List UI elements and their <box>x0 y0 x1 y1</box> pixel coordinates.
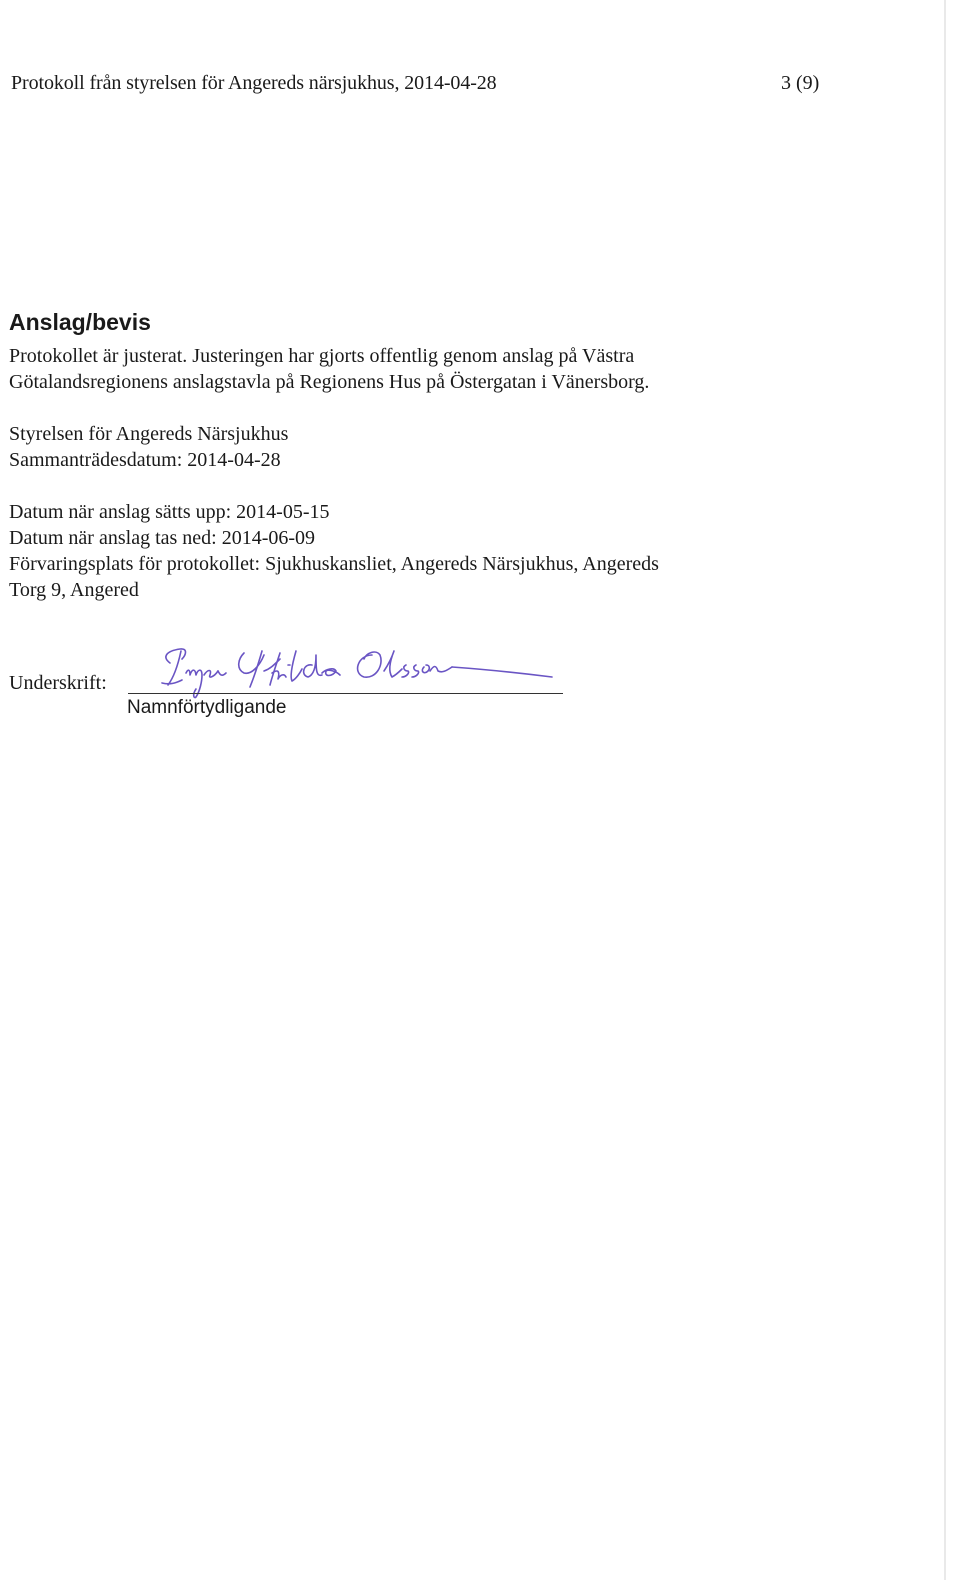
paragraph-line-1: Protokollet är justerat. Justeringen har gjorts offentlig genom anslag på Västra <box>9 345 635 367</box>
section-heading: Anslag/bevis <box>9 309 151 335</box>
page-edge <box>944 0 946 1580</box>
signature-line <box>128 693 563 694</box>
storage-line-2: Torg 9, Angered <box>9 579 139 601</box>
posted-date: Datum när anslag sätts upp: 2014-05-15 <box>9 501 330 523</box>
meeting-date: Sammanträdesdatum: 2014-04-28 <box>9 449 281 471</box>
storage-line-1: Förvaringsplats för protokollet: Sjukhuskansliet, Angereds Närsjukhus, Angereds <box>9 553 659 575</box>
signature-strokes <box>162 649 552 698</box>
board-name: Styrelsen för Angereds Närsjukhus <box>9 423 289 445</box>
page-number: 3 (9) <box>781 72 820 94</box>
signature-caption: Namnförtydligande <box>127 697 287 718</box>
signature-label: Underskrift: <box>9 672 107 694</box>
removed-date: Datum när anslag tas ned: 2014-06-09 <box>9 527 316 549</box>
paragraph-line-2: Götalandsregionens anslagstavla på Regionens Hus på Östergatan i Vänersborg. <box>9 371 650 393</box>
document-header-title: Protokoll från styrelsen för Angereds närsjukhus, 2014-04-28 <box>11 72 497 94</box>
